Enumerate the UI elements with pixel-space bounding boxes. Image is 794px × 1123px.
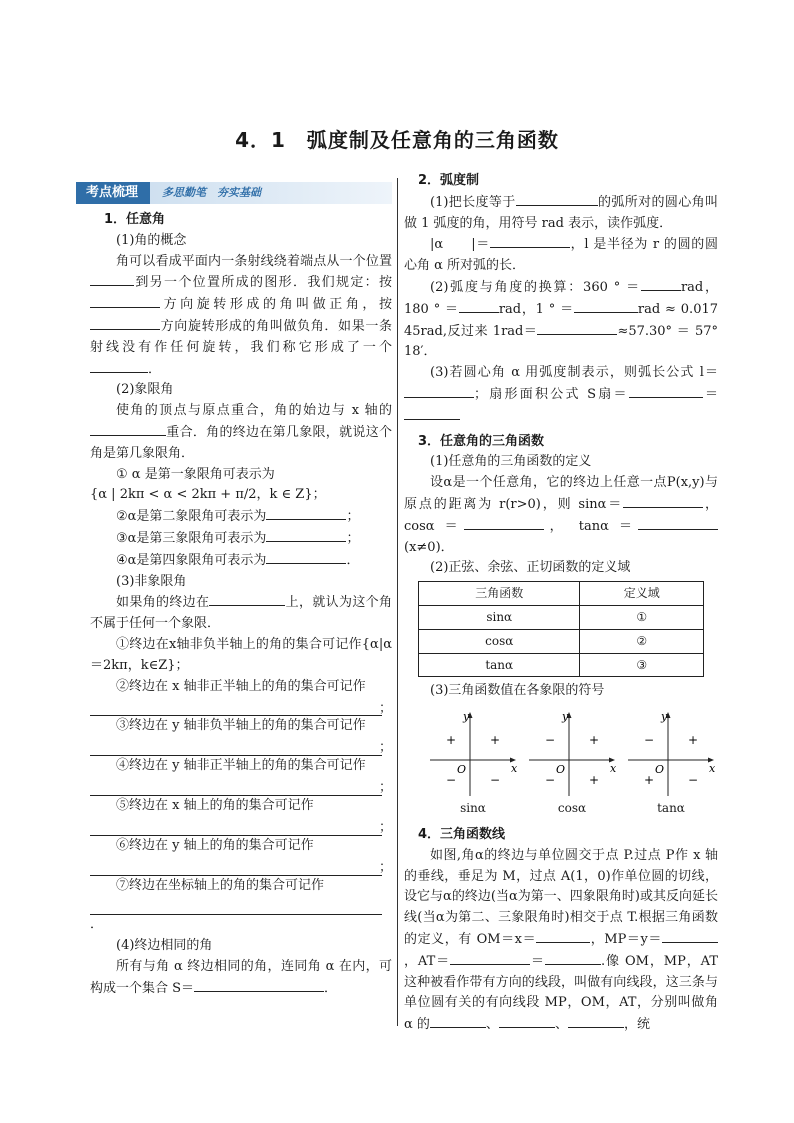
table-row: [419, 653, 704, 677]
x-axis-label: x: [610, 762, 617, 776]
table-cell: sinα: [419, 605, 580, 629]
section-slogan: 多思勤笔 夯实基础: [150, 182, 392, 204]
subheading: (4)终边相同的角: [116, 938, 213, 954]
y-axis-label: y: [463, 710, 470, 724]
table-row: [419, 629, 704, 653]
paragraph-coterminal: 所有与角 α 终边相同的角，连同角 α 在内，可构成一个集合 S＝ ．: [90, 958, 392, 996]
section-header: [76, 182, 392, 204]
table-cell: tanα: [419, 653, 580, 677]
radian-def: (1)把长度等于 的弧所对的圆心角叫做 1 弧度的角，用符号 rad 表示，读作弧度．: [404, 192, 718, 235]
quadrant-1-set: {α | 2kπ < α < 2kπ + π/2，k ∈ Z}；: [90, 487, 326, 503]
table-header: 定义域: [580, 582, 704, 606]
x-axis-label: x: [511, 762, 518, 776]
sign-q3: −: [545, 773, 556, 788]
fill-line[interactable]: ；: [90, 697, 382, 716]
subheading: (2)正弦、余弦、正切函数的定义域: [430, 560, 631, 576]
fill-blank[interactable]: [545, 951, 601, 965]
sign-q4: −: [490, 773, 501, 788]
heading-trig-lines: 4．三角函数线: [418, 826, 506, 842]
table-header: 三角函数: [419, 582, 580, 606]
subheading: (2)象限角: [116, 382, 174, 398]
sign-q4: +: [589, 773, 600, 788]
sign-q3: +: [644, 773, 655, 788]
axis-set-5: ⑤终边在 x 轴上的角的集合可记作: [116, 797, 314, 813]
fill-blank[interactable]: [90, 359, 148, 373]
axis-set-2: ②终边在 x 轴非正半轴上的角的集合可记作: [116, 678, 366, 694]
sign-q3: −: [446, 773, 457, 788]
fill-blank[interactable]: [404, 384, 474, 398]
table-cell: ①: [580, 605, 704, 629]
fill-blank[interactable]: [516, 192, 598, 206]
quadrant-diagram-cos: [527, 708, 617, 819]
quadrant-4-statement: ④α是第四象限角可表示为 ．: [90, 550, 392, 572]
origin-label: O: [457, 763, 467, 777]
fill-line[interactable]: ；: [90, 857, 382, 876]
period: ．: [90, 917, 104, 933]
fill-blank[interactable]: [266, 550, 346, 564]
fill-line[interactable]: ；: [90, 777, 382, 796]
origin-label: O: [655, 763, 665, 777]
fill-blank[interactable]: [430, 1014, 486, 1028]
fill-blank[interactable]: [459, 299, 499, 313]
fill-line[interactable]: [90, 896, 382, 915]
axis-set-4: ④终边在 y 轴非正半轴上的角的集合可记作: [116, 758, 366, 774]
right-column: [404, 171, 718, 1036]
arc-formulas: (3)若圆心角 α 用弧度制表示，则弧长公式 l＝；扇形面积公式 S扇＝ ＝: [404, 363, 718, 427]
trig-definition: 设α是一个任意角，它的终边上任意一点P(x,y)与原点的距离为 r(r>0)，则 sinα＝ ，cosα ＝ ， tanα ＝(x≠0)．: [404, 475, 718, 555]
paragraph-angle-concept: 角可以看成平面内一条射线绕着端点从一个位置到另一个位置所成的图形．我们规定：按方向旋转形成的角叫做正角，按方向旋转形成的角叫做负角．如果一条射线没有作任何旋转，我们称它形成了一个．: [90, 253, 392, 377]
quadrant-diagram-sin: [428, 708, 518, 819]
diagram-label: tanα: [657, 801, 685, 816]
sign-q2: −: [644, 733, 655, 748]
axis-set-1: ①终边在x轴非负半轴上的角的集合可记作{α|α＝2kπ，k∈Z}；: [90, 636, 392, 673]
fill-blank[interactable]: [464, 516, 544, 530]
heading-radian: 2．弧度制: [418, 173, 480, 188]
diagram-label: cosα: [557, 801, 587, 816]
fill-blank[interactable]: [638, 516, 718, 530]
fill-blank[interactable]: [90, 272, 134, 286]
heading-trig-functions: 3．任意角的三角函数: [418, 433, 545, 449]
fill-blank[interactable]: [499, 1014, 555, 1028]
sign-q2: +: [446, 733, 457, 748]
quadrant-2-statement: ②α是第二象限角可表示为 ；: [90, 506, 392, 528]
fill-blank[interactable]: [536, 929, 590, 943]
quadrant-3-statement: ③α是第三象限角可表示为 ；: [90, 528, 392, 550]
fill-blank[interactable]: [574, 299, 638, 313]
sign-q4: −: [688, 773, 699, 788]
y-axis-label: y: [562, 710, 569, 724]
fill-blank[interactable]: [537, 321, 617, 335]
table-header-row: [419, 582, 704, 606]
origin-label: O: [556, 763, 566, 777]
page-title: 4．1 弧度制及任意角的三角函数: [235, 128, 559, 152]
fill-blank[interactable]: [568, 1014, 624, 1028]
y-axis-label: y: [661, 710, 668, 724]
table-cell: ②: [580, 629, 704, 653]
column-divider: [397, 178, 398, 1026]
paragraph-quadrant-angle: 使角的顶点与原点重合，角的始边与 x 轴的重合．角的终边在第几象限，就说这个角是第几象限角．: [90, 403, 392, 461]
subheading: (3)非象限角: [116, 573, 187, 589]
axis-set-7: ⑦终边在坐标轴上的角的集合可记作: [116, 877, 325, 893]
table-cell: cosα: [419, 629, 580, 653]
subheading: (1)任意角的三角函数的定义: [430, 454, 592, 470]
axes-diagram: [428, 708, 518, 798]
fill-blank[interactable]: [641, 277, 681, 291]
paragraph-non-quadrant: 如果角的终边在 上，就认为这个角不属于任何一个象限．: [90, 592, 392, 635]
subheading: (1)角的概念: [116, 232, 187, 248]
diagram-label: sinα: [460, 801, 486, 816]
fill-blank[interactable]: [266, 506, 346, 520]
fill-blank[interactable]: [90, 294, 160, 308]
fill-blank[interactable]: [629, 384, 703, 398]
sign-q1: +: [589, 733, 600, 748]
axes-diagram: [527, 708, 617, 798]
sign-q1: +: [490, 733, 501, 748]
left-column: [86, 182, 392, 1000]
quadrant-1-statement: ① α 是第一象限角可表示为: [116, 466, 275, 482]
axis-set-6: ⑥终边在 y 轴上的角的集合可记作: [116, 837, 314, 853]
table-row: [419, 605, 704, 629]
x-axis-label: x: [709, 762, 716, 776]
quadrant-sign-diagrams: [428, 708, 716, 819]
fill-blank[interactable]: [209, 592, 285, 606]
trig-lines-paragraph: 如图,角α的终边与单位圆交于点 P.过点 P作 x 轴的垂线，垂足为 M，过点 A(1，0)作单位圆的切线，设它与α的终边(当α为第一、四象限角时)或其反向延长线(当α为第二、三象限角时)相交于点 T.根据三角函数的定义，有 OM＝x＝ ，MP＝y＝，AT＝ ＝ .像 OM，MP，AT 这种被看作带有方向的线段，叫做有向线段，这三条与单位圆有关的有向线段 MP，OM，AT，分别叫做角 α 的 、 、 ，统: [404, 847, 719, 1033]
fill-blank[interactable]: [90, 422, 166, 436]
fill-line[interactable]: ；: [90, 817, 382, 836]
sign-q2: −: [545, 733, 556, 748]
axes-diagram: [626, 708, 716, 798]
sign-q1: +: [688, 733, 699, 748]
fill-blank[interactable]: [404, 406, 460, 420]
fill-blank[interactable]: [266, 528, 346, 542]
radian-conversion: (2)弧度与角度的换算：360 ° ＝ rad，180 ° ＝ rad，1 ° ＝ rad ≈ 0.017 45rad,反过来 1rad＝ ≈57.30° ＝ 57° 18′．: [404, 277, 718, 363]
table-cell: ③: [580, 653, 704, 677]
axis-set-3: ③终边在 y 轴非负半轴上的角的集合可记作: [116, 718, 366, 734]
fill-line[interactable]: ；: [90, 737, 382, 756]
heading-any-angle: 1．任意角: [104, 212, 166, 227]
fill-blank[interactable]: [450, 951, 530, 965]
fill-blank[interactable]: [90, 316, 160, 330]
fill-blank[interactable]: [662, 929, 718, 943]
section-tag: 考点梳理: [76, 182, 150, 204]
fill-blank[interactable]: [194, 978, 324, 992]
radian-formula: |α |＝ ，l 是半径为 r 的圆的圆心角 α 所对弧的长．: [404, 234, 718, 277]
quadrant-diagram-tan: [626, 708, 716, 819]
fill-blank[interactable]: [490, 234, 570, 248]
fill-blank[interactable]: [623, 494, 703, 508]
subheading: (3)三角函数值在各象限的符号: [430, 683, 605, 699]
domain-table: [418, 581, 704, 677]
